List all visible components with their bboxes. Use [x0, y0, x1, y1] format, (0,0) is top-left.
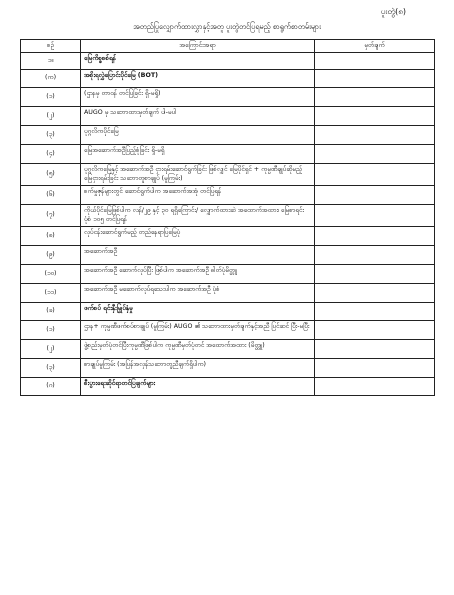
row-remark-cell: [315, 53, 435, 70]
annex-number: ပူးတွဲ(၈): [380, 7, 406, 16]
row-item-text: မြေကိစ္စစစ်ရန်: [81, 53, 315, 70]
row-remark-cell: [315, 378, 435, 396]
row-number: (၃): [21, 126, 81, 145]
table-row: [21, 265, 435, 284]
row-remark-cell: [315, 246, 435, 265]
row-item-text: စီးပွားရေးဆိုင်ရာတင်ပြချက်များ: [81, 378, 315, 396]
table-row: [21, 321, 435, 340]
row-item-text: အဆောက်အဦ: [81, 246, 315, 265]
row-number: (၂): [21, 107, 81, 126]
checklist-table: [20, 39, 435, 396]
row-number: (ခ): [21, 303, 81, 321]
row-number: (၄): [21, 145, 81, 164]
row-number: (ဂ): [21, 378, 81, 396]
row-item-text: အဆောက်အဦ မဆောက်လုပ်ရသေးပါက အဆောက်အဦ ပုံစံ: [81, 284, 315, 303]
table-row: [21, 53, 435, 70]
table-row: [21, 145, 435, 164]
document-title: အတည်ပြုလျှောက်ထားလွှာနှင့်အတူ ပူးတွဲတင်ပြရမည့် စာရွက်စာတမ်းများ: [133, 22, 321, 31]
row-number: (က): [21, 70, 81, 88]
row-remark-cell: [315, 205, 435, 227]
table-body: [21, 53, 435, 396]
row-number: (၇): [21, 205, 81, 227]
row-remark-cell: [315, 107, 435, 126]
row-item-text: စာချုပ်မူကြမ်း (အပြန်အလှန်သဘောတူညီချက်ရှိပါက): [81, 359, 315, 378]
table-row: [21, 340, 435, 359]
table-row: [21, 205, 435, 227]
row-remark-cell: [315, 126, 435, 145]
row-item-text: အဆောက်အဦ ဆောက်လုပ်ပြီး ဖြစ်ပါက အဆောက်အဦ ဓါတ်ပုံမိတ္တူ: [81, 265, 315, 284]
row-item-text: ပုဂ္ဂလိကပိုင်မြေ: [81, 126, 315, 145]
table-row: [21, 88, 435, 107]
table-row: [21, 303, 435, 321]
row-number: (၁): [21, 88, 81, 107]
row-remark-cell: [315, 145, 435, 164]
table-row: [21, 126, 435, 145]
row-remark-cell: [315, 227, 435, 246]
row-item-text: ဖက်စပ် ရင်းနှီးမြှုပ်နှံမှု: [81, 303, 315, 321]
table-header-row: [21, 40, 435, 53]
header-no: စဉ်: [21, 40, 81, 53]
row-number: (၃): [21, 359, 81, 378]
row-remark-cell: [315, 303, 435, 321]
row-item-text: လုပ်ငန်းဆောင်ရွက်မည့် တည်နေရာပြမြေပုံ: [81, 227, 315, 246]
row-remark-cell: [315, 340, 435, 359]
row-number: (၁၀): [21, 265, 81, 284]
header-remark: မှတ်ချက်: [315, 40, 435, 53]
row-item-text: ပုဂ္ဂလိကမြေနှင့် အဆောက်အဦ ငှားရမ်းဆောင်ရွက်ခြင်း ဖြစ်လျှင် မြေပိုင်ရှင် + ကုမ္ပဏီချုပ်ဆိုမည့် မြေငှားရမ်းခြင်း သဘောတူစာချုပ် (မူကြမ်း): [81, 164, 315, 186]
table-row: [21, 164, 435, 186]
row-number: (၆): [21, 186, 81, 205]
table-row: [21, 70, 435, 88]
row-remark-cell: [315, 265, 435, 284]
row-item-text: (ဌာနမှ တာဝန် တင်ပြခြင်း ရှိ-မရှိ): [81, 88, 315, 107]
row-number: (၉): [21, 246, 81, 265]
row-remark-cell: [315, 88, 435, 107]
row-item-text: စက်မှုဇုန်များတွင် ဆောင်ရွက်ပါက အဆောက်အအုံ တင်ပြရန်: [81, 186, 315, 205]
row-number: (၁၁): [21, 284, 81, 303]
row-number: ၁။: [21, 53, 81, 70]
row-item-text: ကိုယ်ပိုင်မြေဖြစ်ပါက လန်/၂၉ နှင့် ၃၀ ရရှိကြောင်း/ လျှောက်ထားဆဲ အထောက်အထား၊ မြေစာရင်း ပုံစံ ၁၀၅ တင်ပြရန်: [81, 205, 315, 227]
row-item-text: ဌာန+ ကုမ္ပဏီဖက်စပ်စာချုပ် (မူကြမ်း) AUGO ၏ သဘောထားမှတ်ချက်နှင့်အညီ ပြင်ဆင် ပြီး-မပြီး: [81, 321, 315, 340]
row-remark-cell: [315, 284, 435, 303]
header-item: အကြောင်းအရာ: [81, 40, 315, 53]
row-number: (၈): [21, 227, 81, 246]
row-item-text: ဖွဲ့စည်းမှတ်ပုံတင်ပြီးကုမ္ပဏီဖြစ်ပါက ကုမ္ပဏီမှတ်ပုံတင် အထောက်အထား (မိတ္တူ): [81, 340, 315, 359]
row-number: (၂): [21, 340, 81, 359]
row-remark-cell: [315, 70, 435, 88]
row-item-text: မြေအဆောက်အဦပြည့်စုံခြင်း ရှိ-မရှိ: [81, 145, 315, 164]
table-row: [21, 107, 435, 126]
row-number: (၁): [21, 321, 81, 340]
row-item-text: အစိုးရလွှဲပြောင်းပိုင်မြေ (BOT): [81, 70, 315, 88]
table-row: [21, 186, 435, 205]
row-remark-cell: [315, 359, 435, 378]
table-row: [21, 359, 435, 378]
table-row: [21, 284, 435, 303]
row-remark-cell: [315, 321, 435, 340]
row-remark-cell: [315, 186, 435, 205]
table-row: [21, 227, 435, 246]
row-remark-cell: [315, 164, 435, 186]
row-item-text: AUGO မှ သဘောထားမှတ်ချက် ပါ-မပါ: [81, 107, 315, 126]
table-row: [21, 246, 435, 265]
row-number: (၅): [21, 164, 81, 186]
table-row: [21, 378, 435, 396]
